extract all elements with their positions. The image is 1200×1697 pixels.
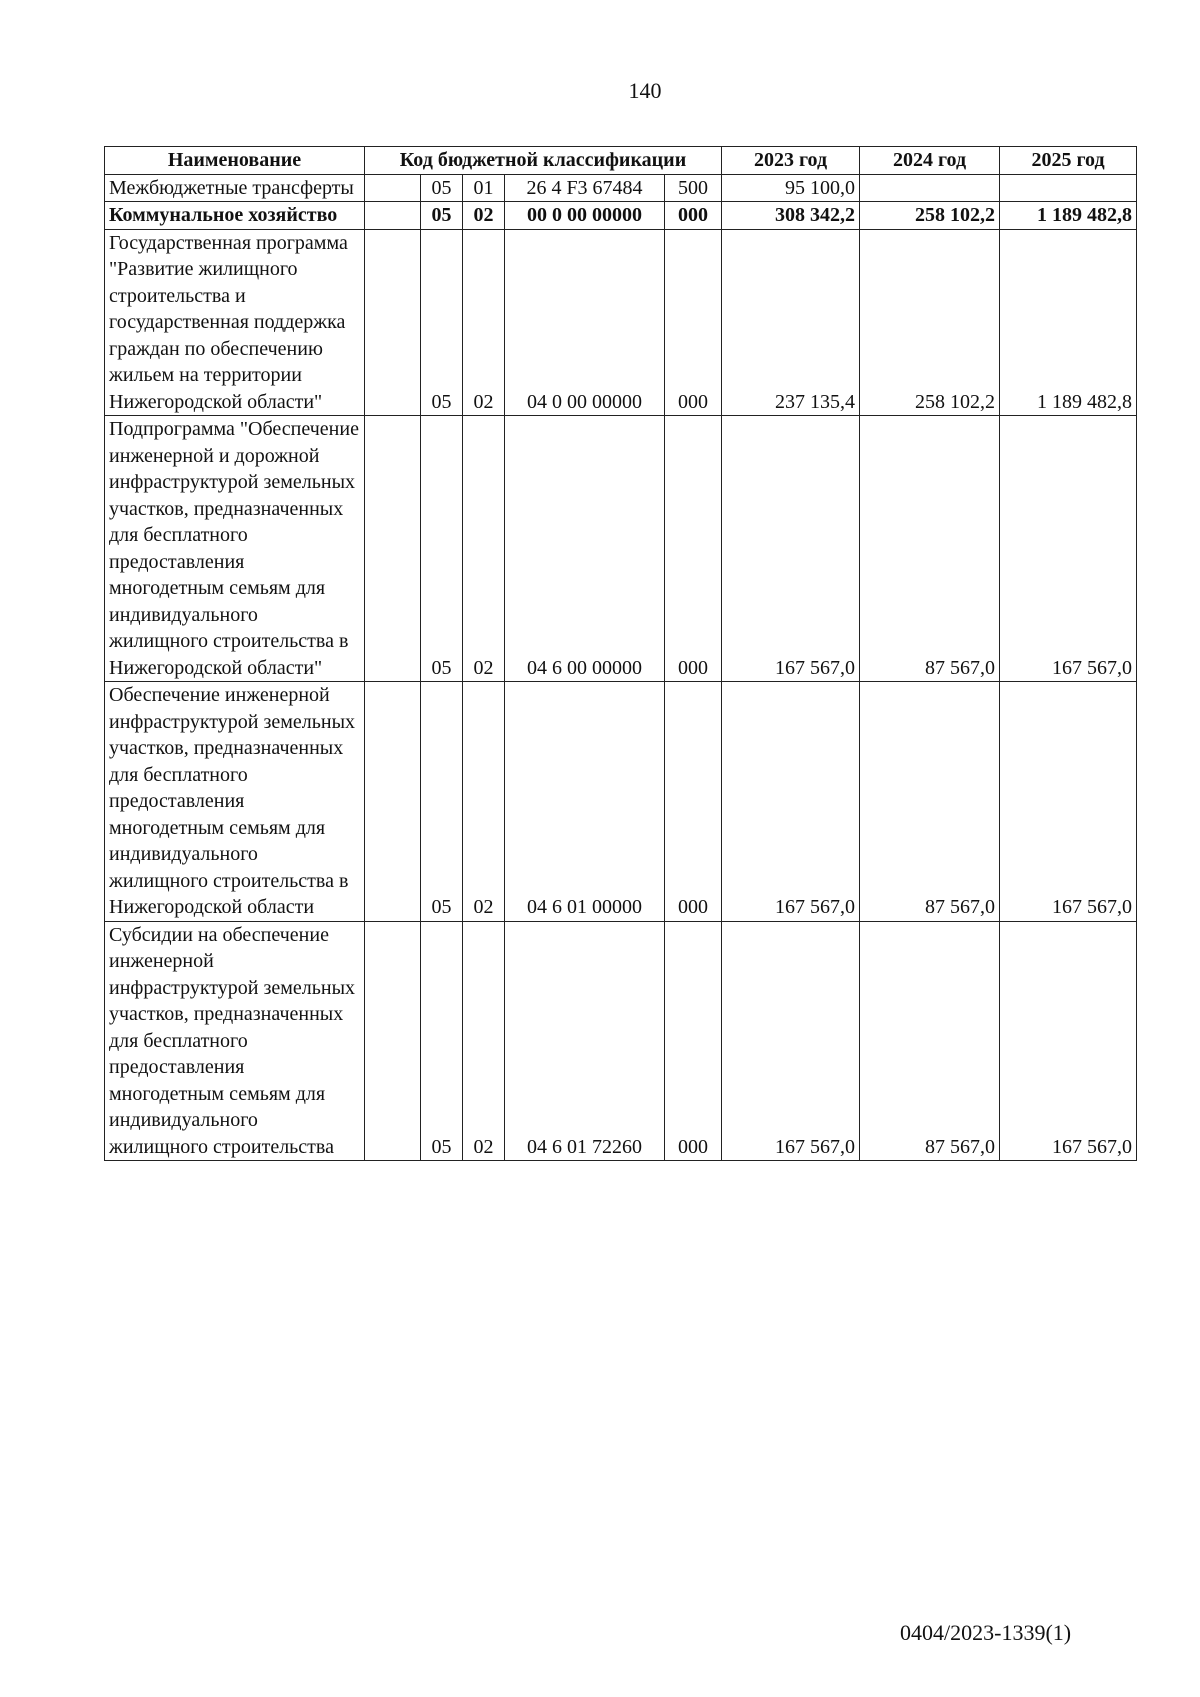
- row-code-subsection: 01: [463, 174, 505, 202]
- row-code-target: 26 4 F3 67484: [505, 174, 665, 202]
- row-code-subsection: 02: [463, 229, 505, 416]
- row-code-expense-type: 500: [665, 174, 722, 202]
- row-value-2025: 1 189 482,8: [1000, 229, 1137, 416]
- row-name: Обеспечение инженерной инфраструктурой земельных участков, предназначенных для бесплатного предоставления многодетным семьям для индивидуального жилищного строительства в Нижегородской области: [105, 682, 365, 922]
- row-value-2023: 167 567,0: [722, 682, 860, 922]
- row-code-expense-type: 000: [665, 416, 722, 682]
- row-value-2023: 237 135,4: [722, 229, 860, 416]
- row-name: Коммунальное хозяйство: [105, 202, 365, 230]
- row-name: Государственная программа "Развитие жилищного строительства и государственная поддержка граждан по обеспечению жильем на территории Нижегородской области": [105, 229, 365, 416]
- row-name: Субсидии на обеспечение инженерной инфраструктурой земельных участков, предназначенных для бесплатного предоставления многодетным семьям для индивидуального жилищного строительства: [105, 921, 365, 1161]
- row-value-2025: 167 567,0: [1000, 921, 1137, 1161]
- row-code-expense-type: 000: [665, 229, 722, 416]
- header-2025: 2025 год: [1000, 147, 1137, 175]
- row-value-2023: 167 567,0: [722, 416, 860, 682]
- row-code-section: 05: [421, 921, 463, 1161]
- header-name: Наименование: [105, 147, 365, 175]
- row-code-target: 04 6 00 00000: [505, 416, 665, 682]
- row-code-subsection: 02: [463, 202, 505, 230]
- row-value-2024: 258 102,2: [860, 202, 1000, 230]
- row-value-2025: [1000, 174, 1137, 202]
- row-name: Межбюджетные трансферты: [105, 174, 365, 202]
- row-code-expense-type: 000: [665, 921, 722, 1161]
- row-value-2024: 258 102,2: [860, 229, 1000, 416]
- row-value-2023: 95 100,0: [722, 174, 860, 202]
- row-code-target: 00 0 00 00000: [505, 202, 665, 230]
- row-code-subsection: 02: [463, 921, 505, 1161]
- table-row: [105, 682, 1137, 922]
- row-code-target: 04 0 00 00000: [505, 229, 665, 416]
- row-value-2024: [860, 174, 1000, 202]
- budget-table: [104, 146, 1137, 1161]
- table-row: [105, 229, 1137, 416]
- row-code-target: 04 6 01 72260: [505, 921, 665, 1161]
- row-code-section: 05: [421, 416, 463, 682]
- row-value-2024: 87 567,0: [860, 682, 1000, 922]
- row-value-2023: 308 342,2: [722, 202, 860, 230]
- page-number: 140: [628, 78, 662, 103]
- row-code-1: [365, 202, 421, 230]
- row-code-section: 05: [421, 202, 463, 230]
- row-code-expense-type: 000: [665, 682, 722, 922]
- row-code-subsection: 02: [463, 682, 505, 922]
- row-code-section: 05: [421, 229, 463, 416]
- header-2023: 2023 год: [722, 147, 860, 175]
- row-value-2025: 167 567,0: [1000, 682, 1137, 922]
- row-value-2025: 167 567,0: [1000, 416, 1137, 682]
- header-code: Код бюджетной классификации: [365, 147, 722, 175]
- table-row: [105, 416, 1137, 682]
- row-code-1: [365, 921, 421, 1161]
- row-code-subsection: 02: [463, 416, 505, 682]
- row-code-1: [365, 682, 421, 922]
- row-name: Подпрограмма "Обеспечение инженерной и дорожной инфраструктурой земельных участков, предназначенных для бесплатного предоставления многодетным семьям для индивидуального жилищного строительства в Нижегородской области": [105, 416, 365, 682]
- row-code-section: 05: [421, 682, 463, 922]
- header-2024: 2024 год: [860, 147, 1000, 175]
- row-code-expense-type: 000: [665, 202, 722, 230]
- row-value-2023: 167 567,0: [722, 921, 860, 1161]
- table-row: [105, 174, 1137, 202]
- row-code-1: [365, 174, 421, 202]
- document-id: 0404/2023-1339(1): [900, 1620, 1072, 1645]
- table-row: [105, 202, 1137, 230]
- table-header-row: [105, 147, 1137, 175]
- row-code-target: 04 6 01 00000: [505, 682, 665, 922]
- row-code-section: 05: [421, 174, 463, 202]
- row-value-2025: 1 189 482,8: [1000, 202, 1137, 230]
- row-code-1: [365, 229, 421, 416]
- row-value-2024: 87 567,0: [860, 921, 1000, 1161]
- row-value-2024: 87 567,0: [860, 416, 1000, 682]
- table-row: [105, 921, 1137, 1161]
- row-code-1: [365, 416, 421, 682]
